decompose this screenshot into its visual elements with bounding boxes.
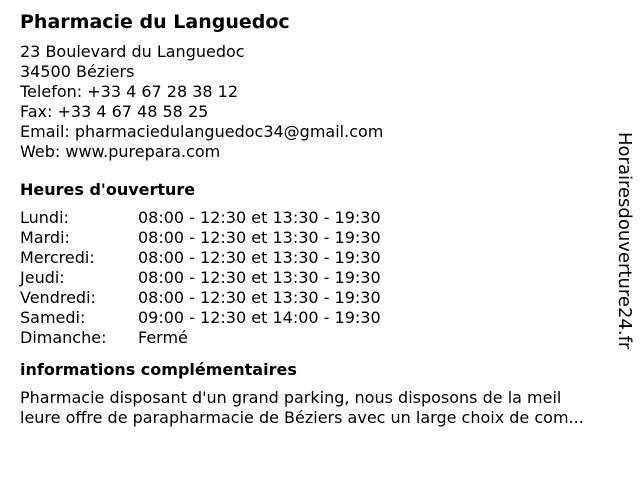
hours-time: 08:00 - 12:30 et 13:30 - 19:30 [138, 268, 381, 287]
phone-line: Telefon: +33 4 67 28 38 12 [20, 82, 239, 101]
hours-row-thursday [20, 268, 620, 288]
web-line: Web: www.purepara.com [20, 142, 221, 161]
hours-day: Vendredi: [20, 288, 96, 307]
hours-day: Lundi: [20, 208, 69, 227]
pharmacy-name: Pharmacie du Languedoc [20, 11, 290, 33]
address-city: 34500 Béziers [20, 62, 135, 81]
hours-row-saturday [20, 308, 620, 328]
hours-row-tuesday [20, 228, 620, 248]
contact-block [20, 42, 620, 162]
hours-time: 08:00 - 12:30 et 13:30 - 19:30 [138, 248, 381, 267]
hours-day: Jeudi: [20, 268, 65, 287]
hours-title: Heures d'ouverture [20, 180, 196, 199]
site-watermark: Horairesdouverture24.fr [614, 132, 635, 350]
hours-time: 08:00 - 12:30 et 13:30 - 19:30 [138, 228, 381, 247]
pharmacy-card [20, 10, 620, 428]
address-street: 23 Boulevard du Languedoc [20, 42, 245, 61]
hours-time: 09:00 - 12:30 et 14:00 - 19:30 [138, 308, 381, 327]
hours-time: 08:00 - 12:30 et 13:30 - 19:30 [138, 288, 381, 307]
hours-row-friday [20, 288, 620, 308]
hours-row-sunday [20, 328, 620, 348]
hours-row-wednesday [20, 248, 620, 268]
hours-day: Dimanche: [20, 328, 107, 347]
hours-day: Mardi: [20, 228, 70, 247]
email-line: Email: pharmaciedulanguedoc34@gmail.com [20, 122, 384, 141]
info-text-line-1: Pharmacie disposant d'un grand parking, nous disposons de la meil [20, 388, 562, 407]
hours-row-monday [20, 208, 620, 228]
info-title: informations complémentaires [20, 360, 297, 379]
info-text-line-2: leure offre de parapharmacie de Béziers avec un large choix de com... [20, 408, 584, 427]
hours-table [20, 208, 620, 348]
hours-time: 08:00 - 12:30 et 13:30 - 19:30 [138, 208, 381, 227]
hours-day: Samedi: [20, 308, 86, 327]
hours-day: Mercredi: [20, 248, 95, 267]
fax-line: Fax: +33 4 67 48 58 25 [20, 102, 209, 121]
hours-time: Fermé [138, 328, 188, 347]
